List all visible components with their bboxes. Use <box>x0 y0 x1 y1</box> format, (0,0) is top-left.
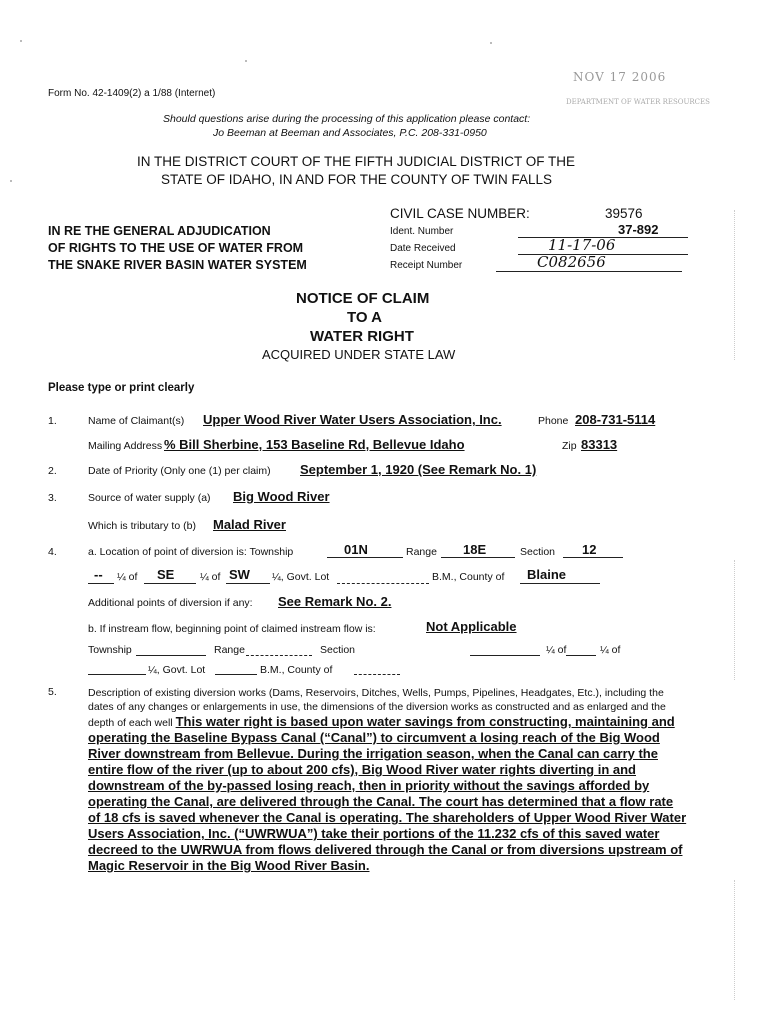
claimant-value: Upper Wood River Water Users Association, Inc. <box>203 412 502 427</box>
instream-range-label: Range <box>214 644 245 656</box>
instream-label: b. If instream flow, beginning point of claimed instream flow is: <box>88 623 376 635</box>
instream-govt-lot-line <box>215 674 257 675</box>
title-acquired: ACQUIRED UNDER STATE LAW <box>262 347 456 362</box>
diversion-location-label: a. Location of point of diversion is: Township <box>88 546 294 558</box>
date-received-label: Date Received <box>390 243 456 254</box>
phone-value: 208-731-5114 <box>575 412 656 427</box>
claimant-label: Name of Claimant(s) <box>88 415 185 427</box>
receipt-number-line <box>496 271 682 272</box>
contact-line-2: Jo Beeman at Beeman and Associates, P.C. 208-331-0950 <box>213 127 487 139</box>
item-1-number: 1. <box>48 415 57 427</box>
source-label: Source of water supply (a) <box>88 492 211 504</box>
instream-quarter-of-1: ¼ of <box>546 644 567 656</box>
scan-edge-marks <box>734 880 736 1000</box>
ident-number-value: 37-892 <box>618 222 659 237</box>
date-received-value: 11-17-06 <box>548 236 616 254</box>
additional-points-value: See Remark No. 2. <box>278 594 392 609</box>
instream-county-line <box>354 674 400 675</box>
bm-county-label: B.M., County of <box>432 571 505 583</box>
section-value: 12 <box>582 542 597 557</box>
range-line <box>441 557 515 558</box>
instream-section-line <box>470 655 540 656</box>
qq-line <box>88 583 114 584</box>
tributary-label: Which is tributary to (b) <box>88 520 196 532</box>
township-value: 01N <box>344 542 368 557</box>
qqq-value: SW <box>229 567 250 582</box>
receipt-number-value: C082656 <box>537 253 606 271</box>
instream-value: Not Applicable <box>426 619 517 634</box>
quarter-of-label-1: ¼ of <box>117 571 138 583</box>
tributary-value: Malad River <box>213 517 286 532</box>
item-2-number: 2. <box>48 465 57 477</box>
instream-govt-lot-label: ¼, Govt. Lot <box>148 664 206 676</box>
received-stamp-date: NOV 17 2006 <box>573 70 667 84</box>
instream-quarter-of-2: ¼ of <box>600 644 621 656</box>
court-line-2: STATE OF IDAHO, IN AND FOR THE COUNTY OF TWIN FALLS <box>161 172 553 187</box>
scan-speck <box>10 180 12 182</box>
phone-label: Phone <box>538 415 569 427</box>
govt-lot-line <box>337 583 429 584</box>
source-value: Big Wood River <box>233 489 330 504</box>
civil-case-label: CIVIL CASE NUMBER: <box>390 206 530 221</box>
zip-value: 83313 <box>581 437 618 452</box>
county-value: Blaine <box>527 567 567 582</box>
instream-quarter-line <box>566 655 596 656</box>
caption-line-1: IN RE THE GENERAL ADJUDICATION <box>48 224 271 238</box>
title-to-a: TO A <box>347 309 383 326</box>
item-4-number: 4. <box>48 546 57 558</box>
range-value: 18E <box>463 542 487 557</box>
scan-speck <box>20 40 22 42</box>
county-line <box>520 583 600 584</box>
qqq-line <box>226 583 270 584</box>
item-3-number: 3. <box>48 492 57 504</box>
scan-speck <box>245 60 247 62</box>
township-line <box>327 557 403 558</box>
priority-label: Date of Priority (Only one (1) per claim) <box>88 465 271 477</box>
court-line-1: IN THE DISTRICT COURT OF THE FIFTH JUDICIAL DISTRICT OF THE <box>137 154 576 169</box>
qq-value: -- <box>94 567 103 582</box>
diversion-works-description <box>88 686 688 874</box>
caption-line-3: THE SNAKE RIVER BASIN WATER SYSTEM <box>48 258 307 272</box>
priority-value: September 1, 1920 (See Remark No. 1) <box>300 462 537 477</box>
govt-lot-label: ¼, Govt. Lot <box>272 571 330 583</box>
diversion-works-label: Description of existing diversion works (Dams, Reservoirs, Ditches, Wells, Pumps, Pipelines, Headgates, Etc.), including the dates of any changes or enlargements in use, the dimensions of the diversion works as constructed and as enlarged and the depth of each well <box>88 687 666 729</box>
caption-line-2: OF RIGHTS TO THE USE OF WATER FROM <box>48 241 304 255</box>
civil-case-value: 39576 <box>605 206 643 221</box>
additional-points-label: Additional points of diversion if any: <box>88 597 253 609</box>
item-5-number: 5. <box>48 686 57 698</box>
mailing-label: Mailing Address <box>88 440 163 452</box>
scan-speck <box>490 42 492 44</box>
ident-number-label: Ident. Number <box>390 226 454 237</box>
form-number: Form No. 42-1409(2) a 1/88 (Internet) <box>48 88 216 99</box>
scan-edge-marks <box>734 210 736 360</box>
quarter-of-label-2: ¼ of <box>200 571 221 583</box>
instream-range-line <box>246 655 312 656</box>
section-line <box>563 557 623 558</box>
instream-township-line <box>136 655 206 656</box>
instream-township-label: Township <box>88 644 132 656</box>
section-label: Section <box>520 546 556 558</box>
scan-edge-marks <box>734 560 736 680</box>
instream-bm-county-label: B.M., County of <box>260 664 333 676</box>
receipt-number-label: Receipt Number <box>390 260 463 271</box>
received-stamp-text: DEPARTMENT OF WATER RESOURCES <box>566 98 710 106</box>
diversion-works-value: This water right is based upon water savings from constructing, maintaining and operating the Baseline Bypass Canal (“Canal”) to circumvent a losing reach of the Big Wood River downstream from Bellevue. During the irrigation season, when the Canal can carry the entire flow of the river (up to about 200 cfs), Big Wood River water rights diverting in and downstream of the by-passed losing reach, then in priority without the savings afforded by operating the Canal, are delivered through the Canal. The court has determined that a flow rate of 18 cfs is saved whenever the Canal is operating. The shareholders of Upper Wood River Water Users Association, Inc. (“UWRWUA”) take their portions of the 11.232 cfs of this saved water decreed to the UWRWUA from flows delivered through the Canal or from diversions upstream of Magic Reservoir in the Big Wood River Basin. <box>88 714 687 873</box>
q-line <box>144 583 196 584</box>
title-notice-of-claim: NOTICE OF CLAIM <box>296 290 430 307</box>
instream-qq-line <box>88 674 146 675</box>
instruction-text: Please type or print clearly <box>48 382 195 394</box>
q-value: SE <box>157 567 175 582</box>
zip-label: Zip <box>562 440 577 452</box>
range-label: Range <box>406 546 437 558</box>
title-water-right: WATER RIGHT <box>310 328 414 345</box>
mailing-value: % Bill Sherbine, 153 Baseline Rd, Bellevue Idaho <box>164 437 465 452</box>
contact-line-1: Should questions arise during the processing of this application please contact: <box>163 113 531 125</box>
instream-section-label: Section <box>320 644 356 656</box>
